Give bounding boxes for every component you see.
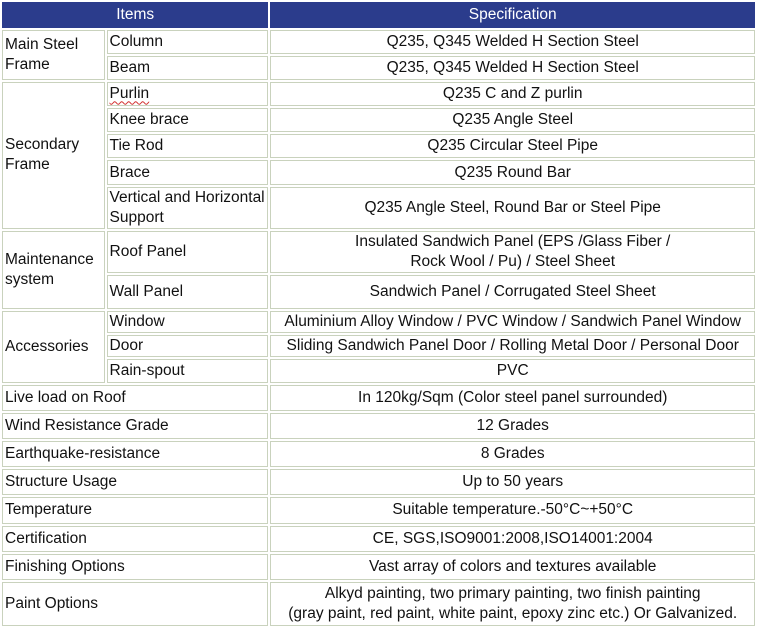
item-spec: 8 Grades [270, 441, 755, 467]
item-spec-line: (gray paint, red paint, white paint, epoxy zinc etc.) Or Galvanized. [288, 604, 738, 622]
group-label-accessories: Accessories [2, 311, 105, 383]
item-spec [270, 582, 755, 626]
table-row [2, 275, 755, 309]
item-name: Structure Usage [2, 469, 268, 495]
item-name: Paint Options [2, 582, 268, 626]
item-name: Knee brace [107, 108, 269, 132]
item-spec: Q235 Circular Steel Pipe [270, 134, 755, 158]
item-name: Live load on Roof [2, 385, 268, 411]
table-row [2, 469, 755, 495]
table-row [2, 335, 755, 357]
item-name: Temperature [2, 497, 268, 523]
table-row [2, 554, 755, 580]
item-spec: Q235 Round Bar [270, 160, 755, 184]
item-spec: Q235, Q345 Welded H Section Steel [270, 56, 755, 80]
table-row [2, 56, 755, 80]
item-spec: CE, SGS,ISO9001:2008,ISO14001:2004 [270, 526, 755, 552]
item-spec: Aluminium Alloy Window / PVC Window / Sandwich Panel Window [270, 311, 755, 333]
item-name: Finishing Options [2, 554, 268, 580]
item-name: Brace [107, 160, 269, 184]
header-row [2, 2, 755, 28]
item-name: Beam [107, 56, 269, 80]
item-name: Roof Panel [107, 231, 269, 273]
table-row [2, 82, 755, 106]
item-spec: Q235 C and Z purlin [270, 82, 755, 106]
item-name: Wind Resistance Grade [2, 413, 268, 439]
item-spec-line: Insulated Sandwich Panel (EPS /Glass Fiber / [355, 232, 671, 250]
item-spec-line: Alkyd painting, two primary painting, two finish painting [324, 584, 701, 602]
item-spec: Vast array of colors and textures available [270, 554, 755, 580]
table-row [2, 526, 755, 552]
item-name-text: Purlin [109, 85, 150, 103]
table-row [2, 108, 755, 132]
item-spec: Sliding Sandwich Panel Door / Rolling Metal Door / Personal Door [270, 335, 755, 357]
table-row [2, 497, 755, 523]
item-name: Certification [2, 526, 268, 552]
table-row [2, 311, 755, 333]
item-name: Tie Rod [107, 134, 269, 158]
item-spec: Sandwich Panel / Corrugated Steel Sheet [270, 275, 755, 309]
group-label-main-steel-frame: Main Steel Frame [2, 30, 105, 80]
table-row [2, 413, 755, 439]
table-row [2, 160, 755, 184]
item-spec: PVC [270, 359, 755, 383]
table-row [2, 134, 755, 158]
item-name: Window [107, 311, 269, 333]
items-header: Items [2, 2, 268, 28]
table-row [2, 385, 755, 411]
item-spec: 12 Grades [270, 413, 755, 439]
item-name [107, 82, 269, 106]
item-spec: Suitable temperature.-50°C~+50°C [270, 497, 755, 523]
item-spec: In 120kg/Sqm (Color steel panel surrounded) [270, 385, 755, 411]
item-name: Rain-spout [107, 359, 269, 383]
item-spec: Q235 Angle Steel [270, 108, 755, 132]
table-row [2, 441, 755, 467]
item-name: Door [107, 335, 269, 357]
group-label-maintenance-system: Maintenance system [2, 231, 105, 309]
item-name: Column [107, 30, 269, 54]
item-name: Earthquake-resistance [2, 441, 268, 467]
item-spec: Q235 Angle Steel, Round Bar or Steel Pipe [270, 187, 755, 229]
table-row [2, 30, 755, 54]
specification-header: Specification [270, 2, 755, 28]
table-row [2, 582, 755, 626]
table-row [2, 359, 755, 383]
item-spec: Q235, Q345 Welded H Section Steel [270, 30, 755, 54]
item-spec: Up to 50 years [270, 469, 755, 495]
group-label-secondary-frame: Secondary Frame [2, 82, 105, 228]
item-name: Vertical and Horizontal Support [107, 187, 269, 229]
item-spec [270, 231, 755, 273]
item-spec-line: Rock Wool / Pu) / Steel Sheet [410, 252, 616, 270]
table-row [2, 231, 755, 273]
item-name: Wall Panel [107, 275, 269, 309]
table-row [2, 187, 755, 229]
